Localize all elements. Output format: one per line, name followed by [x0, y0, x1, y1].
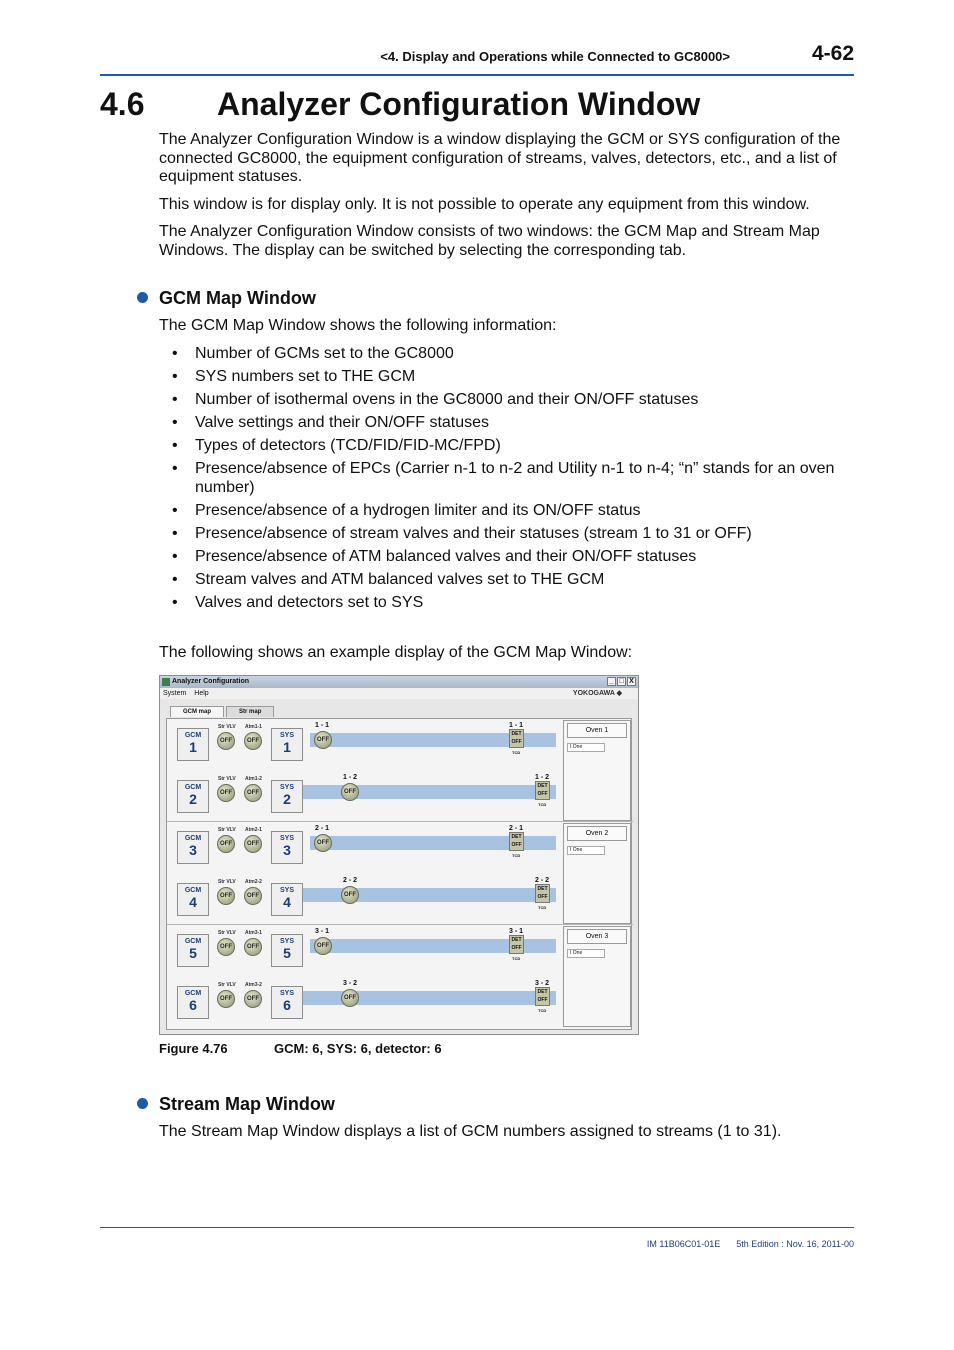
stream-valve[interactable]: OFF	[217, 887, 235, 905]
atm-valve[interactable]: OFF	[244, 784, 262, 802]
row-separator	[167, 924, 633, 925]
gcm-number: 4	[189, 893, 197, 910]
detector-status: OFF	[511, 739, 522, 745]
menu-system[interactable]: System	[163, 690, 187, 697]
bullet-dot-icon	[137, 292, 148, 303]
detector-status: OFF	[537, 790, 548, 797]
list-item: • Valve settings and their ON/OFF statuses	[172, 414, 852, 433]
line-label-right: 3 - 2	[535, 979, 550, 987]
gcm-box[interactable]	[177, 986, 209, 1019]
doc-number: IM 11B06C01-01E	[646, 1239, 721, 1249]
oven-panel	[563, 823, 631, 924]
line-label-right: 2 - 2	[535, 876, 550, 884]
detector-label: DET	[537, 782, 548, 789]
stream-valve[interactable]: OFF	[217, 938, 235, 956]
gcm-label: GCM	[184, 783, 202, 791]
valve-label: Atm3-2	[245, 981, 262, 988]
list-item: • Presence/absence of stream valves and their statuses (stream 1 to 31 or OFF)	[172, 525, 852, 544]
header-rule	[100, 74, 854, 76]
detector-status: OFF	[537, 996, 548, 1003]
oven-status: I One	[567, 949, 605, 958]
detector-label: DET	[511, 937, 522, 943]
gcm-map-heading	[137, 288, 316, 309]
minimize-button[interactable]: _	[607, 677, 616, 686]
list-item: • Types of detectors (TCD/FID/FID-MC/FPD)	[172, 437, 852, 456]
sys-label: SYS	[279, 835, 294, 842]
page-number: 4-62	[811, 42, 854, 65]
edition: 5th Edition : Nov. 16, 2011-00	[736, 1239, 854, 1249]
sys-box[interactable]	[271, 728, 303, 761]
oven-status: I One	[567, 846, 605, 855]
line-valve[interactable]: OFF	[314, 731, 332, 749]
valve-label: Str VLV	[218, 878, 236, 885]
valve-label: Atm3-1	[245, 930, 262, 936]
line-valve[interactable]: OFF	[341, 989, 359, 1007]
gcm-number: 3	[189, 842, 197, 858]
bullet-dot-icon	[137, 1098, 148, 1109]
sys-label: SYS	[279, 886, 294, 894]
stream-valve[interactable]: OFF	[217, 990, 235, 1008]
line-label-right: 2 - 1	[509, 825, 524, 832]
section-title-text: Analyzer Configuration Window	[217, 86, 701, 122]
list-item: • Presence/absence of a hydrogen limiter and its ON/OFF status	[172, 502, 852, 521]
atm-valve[interactable]: OFF	[244, 887, 262, 905]
sys-number: 3	[283, 842, 291, 858]
line-label-left: 3 - 1	[315, 928, 330, 935]
list-item: • Stream valves and ATM balanced valves set to THE GCM	[172, 571, 852, 590]
intro-paragraph-3: The Analyzer Configuration Window consists of two windows: the GCM Map and Stream Map Windows. The display can be switched by selecting the corresponding tab.	[159, 223, 820, 259]
footer	[647, 1239, 854, 1249]
valve-label: Str VLV	[218, 775, 236, 782]
sys-number: 4	[283, 893, 291, 910]
detector-label: DET	[511, 834, 522, 840]
gcm-box[interactable]	[177, 780, 209, 813]
gcm-number: 5	[189, 945, 197, 961]
tab-str-map[interactable]: Str map	[226, 706, 274, 717]
oven-status: I One	[567, 743, 605, 752]
line-valve[interactable]: OFF	[341, 886, 359, 904]
detector-box[interactable]	[509, 935, 524, 954]
section-number: 4.6	[100, 86, 145, 122]
figure-label: Figure 4.76	[159, 1041, 228, 1056]
line-label-left: 3 - 2	[343, 979, 358, 987]
line-label-left: 1 - 1	[315, 722, 330, 729]
oven-label[interactable]: Oven 2	[567, 826, 627, 841]
oven-label[interactable]: Oven 3	[567, 929, 627, 944]
stream-map-heading-text: Stream Map Window	[159, 1094, 335, 1114]
detector-box[interactable]	[535, 884, 550, 903]
stream-valve[interactable]: OFF	[217, 835, 235, 853]
line-valve[interactable]: OFF	[314, 937, 332, 955]
detector-status: OFF	[511, 945, 522, 951]
valve-label: Str VLV	[218, 930, 236, 936]
detector-box[interactable]	[509, 729, 524, 748]
gcm-box[interactable]	[177, 728, 209, 761]
oven-panel	[563, 720, 631, 821]
line-valve[interactable]: OFF	[341, 783, 359, 801]
line-label-right: 1 - 2	[535, 773, 550, 781]
brand-logo: YOKOGAWA ◆	[572, 690, 622, 697]
list-item: • Number of GCMs set to the GC8000	[172, 345, 852, 364]
gcm-map-heading-text: GCM Map Window	[159, 288, 316, 308]
detector-status: OFF	[511, 842, 522, 848]
gcm-map-lead: The GCM Map Window shows the following information:	[159, 317, 557, 334]
detector-type: TCD	[538, 904, 547, 910]
gcm-label: GCM	[184, 938, 202, 945]
valve-label: Str VLV	[218, 981, 236, 988]
oven-label[interactable]: Oven 1	[567, 723, 627, 738]
gcm-label: GCM	[184, 989, 202, 997]
gcm-box[interactable]	[177, 883, 209, 916]
figure-caption-text: GCM: 6, SYS: 6, detector: 6	[274, 1041, 442, 1056]
section-title	[100, 86, 700, 123]
sys-number: 6	[283, 996, 291, 1013]
sys-label: SYS	[279, 938, 294, 945]
footer-rule	[100, 1227, 854, 1228]
gcm-number: 2	[189, 790, 197, 807]
gcm-box[interactable]	[177, 934, 209, 967]
line-label-left: 2 - 1	[315, 825, 330, 832]
detector-box[interactable]	[535, 781, 550, 800]
atm-valve[interactable]: OFF	[244, 835, 262, 853]
gcm-map-screenshot	[159, 675, 639, 1035]
sys-label: SYS	[279, 783, 294, 791]
sys-label: SYS	[279, 989, 294, 997]
detector-label: DET	[537, 885, 548, 892]
list-item: • Valves and detectors set to SYS	[172, 594, 852, 613]
valve-label: Str VLV	[218, 827, 236, 833]
sys-box[interactable]	[271, 883, 303, 916]
line-label-right: 3 - 1	[509, 928, 524, 935]
sys-number: 5	[283, 945, 291, 961]
running-header: <4. Display and Operations while Connected to GC8000>	[380, 49, 730, 64]
sys-label: SYS	[279, 732, 294, 739]
stream-map-heading	[137, 1094, 335, 1115]
sys-number: 2	[283, 790, 291, 807]
row-separator	[167, 821, 633, 822]
detector-label: DET	[537, 988, 548, 995]
window-titlebar	[160, 676, 638, 688]
valve-label: Atm1-2	[245, 775, 262, 782]
example-lead: The following shows an example display of the GCM Map Window:	[159, 644, 633, 661]
gcm-map-panel	[166, 718, 632, 1030]
atm-valve[interactable]: OFF	[244, 732, 262, 750]
valve-label: Str VLV	[218, 724, 236, 730]
gcm-label: GCM	[184, 886, 202, 894]
valve-label: Atm2-1	[245, 827, 262, 833]
stream-map-text: The Stream Map Window displays a list of GCM numbers assigned to streams (1 to 31).	[159, 1123, 782, 1140]
detector-box[interactable]	[535, 987, 550, 1006]
stream-valve[interactable]: OFF	[217, 784, 235, 802]
app-icon	[162, 678, 170, 686]
line-label-right: 1 - 1	[509, 722, 524, 729]
gcm-number: 1	[189, 739, 197, 755]
intro-paragraph-1: The Analyzer Configuration Window is a window displaying the GCM or SYS configuration of the connected GC8000, the equipment configuration of streams, valves, detectors, etc., and a list of equipment statuses.	[159, 131, 841, 185]
detector-label: DET	[511, 731, 522, 737]
gcm-box[interactable]	[177, 831, 209, 864]
sys-box[interactable]	[271, 780, 303, 813]
gcm-label: GCM	[184, 732, 202, 739]
detector-status: OFF	[537, 893, 548, 900]
line-label-left: 2 - 2	[343, 876, 358, 884]
detector-type: TCD	[512, 750, 521, 755]
line-valve[interactable]: OFF	[314, 834, 332, 852]
oven-panel	[563, 926, 631, 1027]
detector-box[interactable]	[509, 832, 524, 851]
tab-bar	[170, 706, 276, 717]
tab-gcm-map[interactable]: GCM map	[170, 706, 224, 717]
menu-bar	[160, 688, 638, 699]
valve-label: Atm1-1	[245, 724, 262, 730]
atm-valve[interactable]: OFF	[244, 990, 262, 1008]
list-item: • Number of isothermal ovens in the GC8000 and their ON/OFF statuses	[172, 391, 852, 410]
figure-caption	[159, 1041, 442, 1056]
gcm-number: 6	[189, 996, 197, 1013]
close-button[interactable]: X	[627, 677, 636, 686]
atm-valve[interactable]: OFF	[244, 938, 262, 956]
detector-type: TCD	[512, 853, 521, 858]
gcm-info-list	[172, 345, 852, 617]
detector-type: TCD	[538, 1007, 547, 1013]
valve-label: Atm2-2	[245, 878, 262, 885]
sys-number: 1	[283, 739, 291, 755]
sys-box[interactable]	[271, 986, 303, 1019]
menu-help[interactable]: Help	[194, 690, 209, 697]
maximize-button[interactable]: □	[617, 677, 626, 686]
stream-valve[interactable]: OFF	[217, 732, 235, 750]
intro-paragraph-2: This window is for display only. It is not possible to operate any equipment from this window.	[159, 196, 810, 213]
list-item: • SYS numbers set to THE GCM	[172, 368, 852, 387]
sys-box[interactable]	[271, 934, 303, 967]
gcm-label: GCM	[184, 835, 202, 842]
detector-type: TCD	[512, 956, 521, 961]
detector-type: TCD	[538, 801, 547, 807]
window-title: Analyzer Configuration	[172, 678, 250, 685]
sys-box[interactable]	[271, 831, 303, 864]
line-label-left: 1 - 2	[343, 773, 358, 781]
list-item: • Presence/absence of ATM balanced valves and their ON/OFF statuses	[172, 548, 852, 567]
list-item: • Presence/absence of EPCs (Carrier n-1 to n-2 and Utility n-1 to n-4; “n” stands for an oven number)	[172, 460, 852, 497]
